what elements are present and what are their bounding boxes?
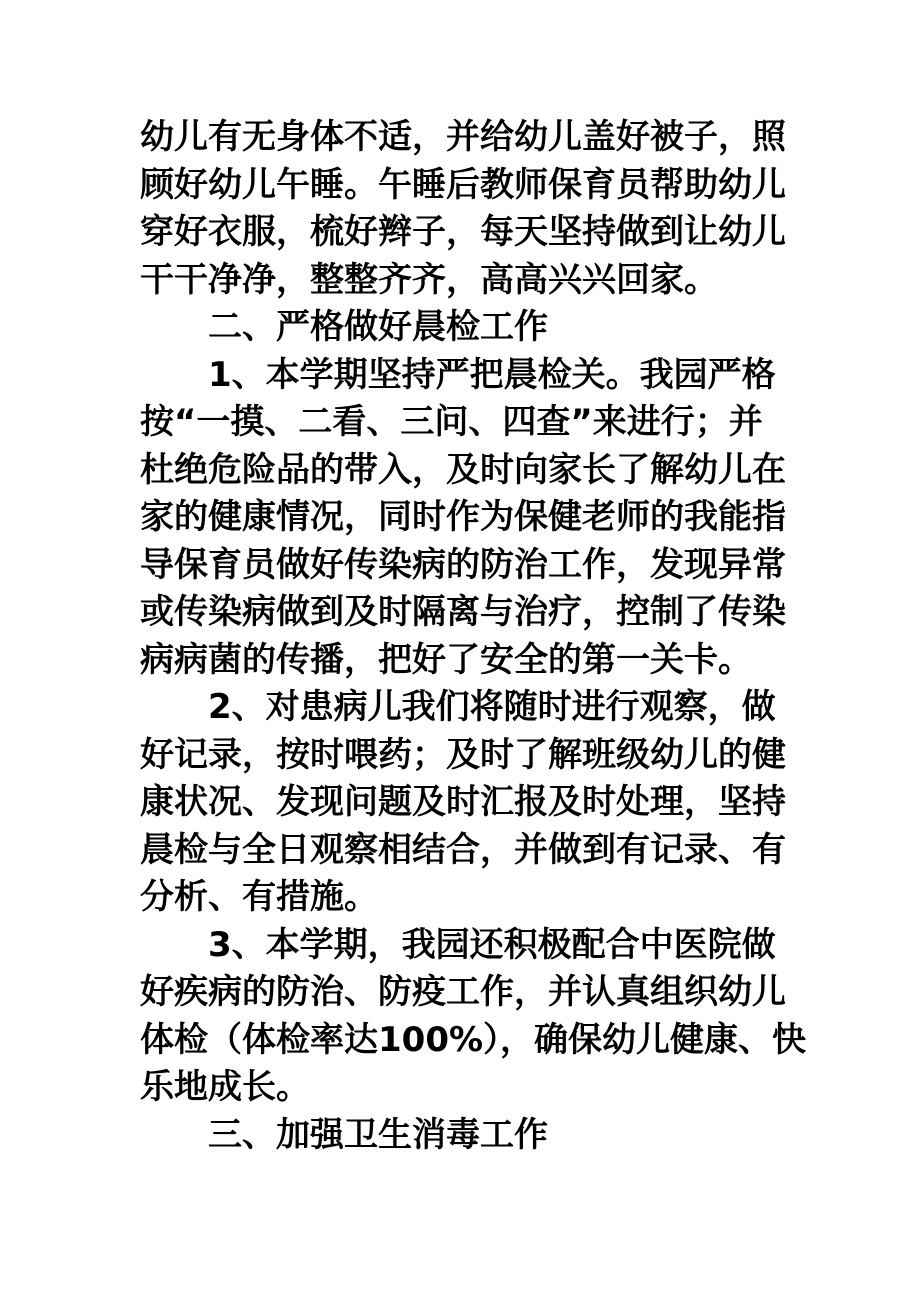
text-line: 或传染病做到及时隔离与治疗，控制了传染 (140, 592, 786, 632)
text-line: 导保育员做好传染病的防治工作，发现异常 (140, 544, 786, 585)
heading-text: 三、加强卫生消毒工作 (208, 1114, 548, 1155)
paragraph-item-3 (140, 922, 807, 1112)
paragraph-item-1 (140, 352, 788, 685)
text-line: 康状况、发现问题及时汇报及时处理，坚持 (140, 782, 786, 822)
section-heading-2 (140, 304, 788, 352)
text-line: 1、本学期坚持严把晨检关。我园严格 (208, 354, 776, 395)
document-body (140, 114, 807, 1159)
paragraph-continuation (140, 114, 788, 304)
section-heading-3 (140, 1112, 788, 1160)
text-line: 乐地成长。 (140, 1067, 310, 1107)
text-line: 幼儿有无身体不适，并给幼儿盖好被子，照 (140, 117, 786, 157)
text-line: 好记录，按时喂药；及时了解班级幼儿的健 (140, 734, 786, 775)
text-line: 穿好衣服，梳好辫子，每天坚持做到让幼儿 (140, 212, 786, 252)
text-line: 病病菌的传播，把好了安全的第一关卡。 (140, 639, 752, 680)
heading-text: 二、严格做好晨检工作 (208, 307, 548, 347)
text-line: 好疾病的防治、防疫工作，并认真组织幼儿 (140, 972, 786, 1012)
text-line: 3、本学期，我园还积极配合中医院做 (208, 924, 776, 965)
text-line: 顾好幼儿午睡。午睡后教师保育员帮助幼儿 (140, 164, 786, 205)
text-line: 干干净净，整整齐齐，高高兴兴回家。 (140, 259, 718, 300)
text-line: 体检（体检率达100%），确保幼儿健康、快 (140, 1019, 807, 1060)
text-line: 晨检与全日观察相结合，并做到有记录、有 (140, 829, 786, 870)
text-line: 按“一摸、二看、三问、四查”来进行；并 (140, 402, 763, 442)
paragraph-item-2 (140, 684, 788, 922)
text-line: 杜绝危险品的带入，及时向家长了解幼儿在 (140, 449, 786, 490)
text-line: 分析、有措施。 (140, 877, 378, 917)
text-line: 2、对患病儿我们将随时进行观察，做 (208, 687, 776, 727)
text-line: 家的健康情况，同时作为保健老师的我能指 (140, 497, 786, 537)
